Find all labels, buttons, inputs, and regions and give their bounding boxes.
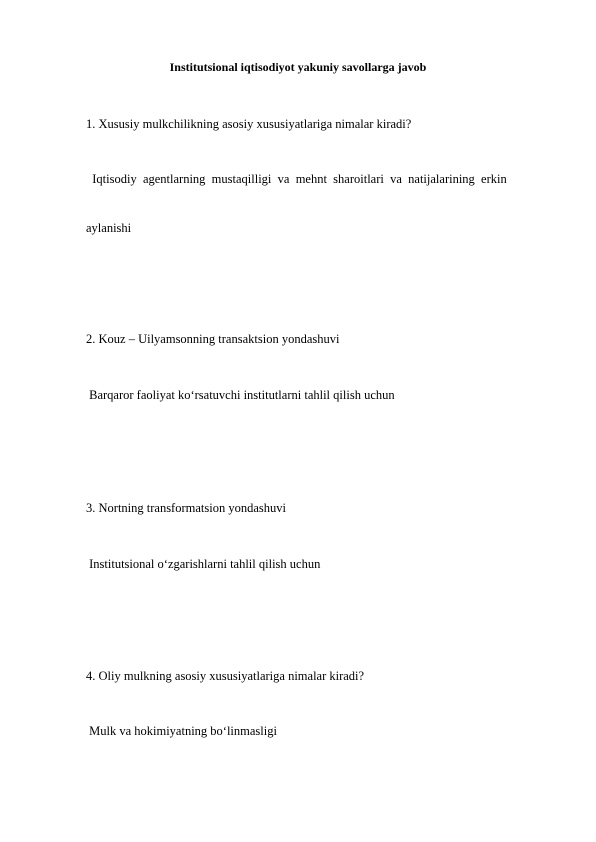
document-title: Institutsional iqtisodiyot yakuniy savollarga javob	[169, 60, 427, 74]
answer-1-line-1: Iqtisodiy agentlarning mustaqilligi va mehnt sharoitlari va natijalarining erkin	[86, 172, 507, 186]
answer-1-line-2: aylanishi	[86, 221, 132, 235]
question-1: 1. Xususiy mulkchilikning asosiy xususiyatlariga nimalar kiradi?	[86, 117, 412, 131]
answer-4: Mulk va hokimiyatning bo‘linmasligi	[86, 724, 277, 738]
question-3: 3. Nortning transformatsion yondashuvi	[86, 501, 286, 515]
answer-3: Institutsional o‘zgarishlarni tahlil qilish uchun	[86, 557, 321, 571]
answer-2: Barqaror faoliyat ko‘rsatuvchi institutlarni tahlil qilish uchun	[86, 388, 395, 402]
question-4: 4. Oliy mulkning asosiy xususiyatlariga nimalar kiradi?	[86, 669, 365, 683]
question-2: 2. Kouz – Uilyamsonning transaktsion yondashuvi	[86, 332, 340, 346]
